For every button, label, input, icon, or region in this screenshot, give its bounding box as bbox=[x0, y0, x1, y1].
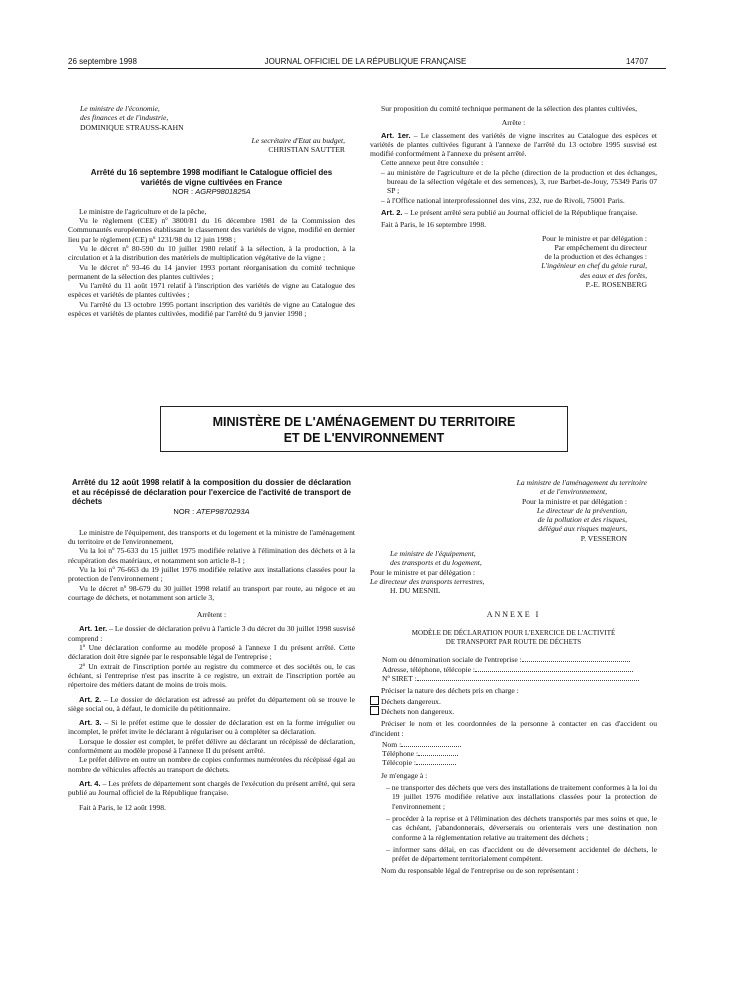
field-label: Télécopie : bbox=[382, 758, 416, 768]
sig-line: Le ministre de l'économie, bbox=[80, 104, 160, 113]
field-label: Adresse, téléphone, télécopie : bbox=[382, 664, 475, 674]
form-field bbox=[382, 758, 657, 767]
field-blank bbox=[418, 755, 458, 756]
field-blank bbox=[475, 671, 633, 672]
form-field bbox=[382, 655, 657, 664]
sig-name: H. DU MESNIL bbox=[390, 586, 441, 596]
paragraph: 1º Une déclaration conforme au modèle proposé à l'annexe I du présent arrêté. Cette déclaration doit être signée par le responsable légal de l'entreprise ; bbox=[68, 643, 355, 662]
list-item: – procéder à la reprise et à l'élimination des déchets transportés par mes soins et que, le cas échéant, j'abandonnerais, déverserais ou orienterais vers une destination non conforme à la réglementation relative au traitement des déchets ; bbox=[386, 813, 657, 842]
ministry-line: ET DE L'ENVIRONNEMENT bbox=[283, 431, 445, 445]
nor-line bbox=[68, 187, 355, 196]
ministry-line: MINISTÈRE DE L'AMÉNAGEMENT DU TERRITOIRE bbox=[212, 415, 516, 429]
signature-budget bbox=[68, 136, 355, 155]
article-label: Art. 1er. bbox=[79, 624, 108, 634]
sig-line: Le secrétaire d'Etat au budget, bbox=[251, 135, 345, 145]
field-label: Nom ou dénomination sociale de l'entreprise : bbox=[382, 655, 522, 665]
sig-line: et de l'environnement, bbox=[540, 487, 607, 497]
article-label: Art. 3. bbox=[79, 718, 102, 728]
sig-line: des transports et du logement, bbox=[390, 558, 482, 568]
paragraph: Vu le règlement (CEE) nº 3800/81 du 16 décembre 1981 de la Commission des Communautés européennes établissant le classement des variétés de vigne, modifié en dernier lieu par le règlement (CE) nº 1231/98 du 12 juin 1998 ; bbox=[68, 216, 355, 244]
field-label: Nom : bbox=[382, 739, 402, 749]
sig-line: Par empêchement du directeur bbox=[554, 242, 647, 252]
paragraph: Vu le décret nº 98-679 du 30 juillet 1998 relatif au transport par route, au négoce et au courtage de déchets, et notamment son article 3, bbox=[68, 583, 355, 602]
article-label: Art. 1er. bbox=[381, 130, 411, 140]
top-left-column bbox=[68, 104, 355, 318]
signature-economy bbox=[68, 104, 355, 132]
paragraph: Nom du responsable légal de l'entreprise ou de son représentant : bbox=[381, 866, 579, 876]
sig-line: de la pollution et des risques, bbox=[537, 515, 627, 525]
identity-fields bbox=[370, 655, 657, 683]
sig-line: L'ingénieur en chef du génie rural, bbox=[541, 261, 647, 271]
article-label: Art. 4. bbox=[79, 778, 101, 788]
article-text: – Le classement des variétés de vigne inscrites au Catalogue des espèces et variétés de plantes cultivées figurant à l'annexe de l'arrêté du 13 octobre 1995 susvisé est modifié conformément à l'annexe du présent arrêté. bbox=[370, 130, 657, 159]
model-title-line: MODÈLE DE DÉCLARATION POUR L'EXERCICE DE L'ACTIVITÉ bbox=[411, 628, 616, 637]
form-field bbox=[382, 674, 657, 683]
article-label: Art. 2. bbox=[381, 207, 403, 217]
sig-line: Pour le ministre et par délégation : bbox=[370, 567, 476, 577]
arrete-title: Arrêté du 12 août 1998 relatif à la composition du dossier de déclaration et au récépissé de déclaration pour l'exercice de l'activité de transport de déchets bbox=[72, 478, 351, 506]
commitments bbox=[370, 783, 657, 863]
checkbox-label: Déchets non dangereux. bbox=[381, 706, 455, 716]
list-item: – ne transporter des déchets que vers des installations de traitement conformes à la loi du 19 juillet 1976 modifiée relative aux installations classées pour la protection de l'environnement ; bbox=[386, 783, 657, 811]
sig-name: DOMINIQUE STRAUSS-KAHN bbox=[80, 122, 184, 132]
field-blank bbox=[522, 661, 630, 662]
arrete-title: Arrêté du 16 septembre 1998 modifiant le Catalogue officiel des variétés de vigne cultivées en France bbox=[90, 168, 333, 187]
paragraph: Vu le décret nº 93-46 du 14 janvier 1993 portant réorganisation du comité technique permanent de la sélection des plantes cultivées ; bbox=[68, 262, 355, 281]
article-text: – Le dossier de déclaration prévu à l'article 3 du décret du 30 juillet 1998 susvisé comprend : bbox=[68, 624, 356, 643]
header-rule bbox=[68, 68, 666, 69]
signature-environment bbox=[370, 478, 657, 543]
arretent-word: Arrêtent : bbox=[196, 610, 227, 620]
article-2 bbox=[370, 208, 657, 217]
article-text: – Les préfets de département sont chargés de l'exécution du présent arrêté, qui sera publié au Journal officiel de la République française. bbox=[68, 778, 355, 798]
paragraph: Cette annexe peut être consultée : bbox=[381, 158, 484, 168]
nor-code: ATEP9870293A bbox=[196, 506, 250, 516]
sig-line: des eaux et des forêts, bbox=[580, 270, 647, 280]
paragraph: Vu la loi nº 76-663 du 19 juillet 1976 modifiée relative aux installations classées pour la protection de l'environnement ; bbox=[68, 564, 355, 584]
nor-label: NOR : bbox=[172, 187, 194, 197]
paragraph: Sur proposition du comité technique permanent de la sélection des plantes cultivées, bbox=[381, 104, 638, 113]
article-4 bbox=[68, 779, 355, 798]
sig-line: délégué aux risques majeurs, bbox=[538, 524, 627, 534]
checkbox-dangerous bbox=[370, 696, 657, 706]
nor-code: AGRP9801825A bbox=[195, 187, 251, 197]
header-date: 26 septembre 1998 bbox=[68, 57, 137, 66]
paragraph: Le préfet délivre en outre un nombre de copies conformes numérotées du récépissé égal au nombre de véhicules affectés au transport de déchets. bbox=[68, 755, 355, 774]
nor-line bbox=[68, 507, 355, 516]
list-item: – à l'Office national interprofessionnel des vins, 232, rue de Rivoli, 75001 Paris. bbox=[381, 195, 625, 205]
article-1 bbox=[370, 131, 657, 159]
top-right-column bbox=[370, 104, 657, 289]
paragraph: Vu l'arrêté du 11 août 1971 relatif à l'inscription des variétés de vigne au Catalogue des espèces et variétés de plantes cultivées ; bbox=[68, 281, 355, 300]
checkbox-icon[interactable] bbox=[370, 696, 379, 705]
paragraph: Vu la loi nº 75-633 du 15 juillet 1975 modifiée relative à l'élimination des déchets et à la récupération des matériaux, et notamment son article 8-1 ; bbox=[68, 546, 355, 565]
field-blank bbox=[417, 680, 639, 681]
fait-a-paris: Fait à Paris, le 12 août 1998. bbox=[79, 802, 166, 812]
form-field bbox=[382, 740, 657, 749]
visa-list bbox=[68, 207, 355, 319]
paragraph: Je m'engage à : bbox=[381, 770, 428, 780]
sig-line: de la production et des échanges : bbox=[544, 252, 647, 262]
model-title-line: DE TRANSPORT PAR ROUTE DE DÉCHETS bbox=[445, 638, 582, 647]
checkbox-icon[interactable] bbox=[370, 706, 379, 715]
article-label: Art. 2. bbox=[79, 694, 102, 704]
article-text: – Le dossier de déclaration est adressé au préfet du département où se trouve le siège social ou, à défaut, le domicile du pétitionnaire. bbox=[68, 694, 355, 713]
fait-a-paris: Fait à Paris, le 16 septembre 1998. bbox=[381, 220, 487, 230]
sig-name: CHRISTIAN SAUTTER bbox=[268, 145, 345, 155]
paragraph: Vu l'arrêté du 13 octobre 1995 portant inscription des variétés de vigne au Catalogue des espèces et variétés de plantes cultivées, modifié par l'arrêté du 9 janvier 1998 ; bbox=[68, 299, 355, 319]
sig-line: Pour le ministre et par délégation : bbox=[541, 233, 647, 243]
paragraph: Préciser la nature des déchets pris en charge : bbox=[381, 686, 519, 696]
field-label: Téléphone : bbox=[382, 749, 419, 759]
article-2 bbox=[68, 695, 355, 714]
arrete-word: Arrête : bbox=[501, 118, 526, 128]
paragraph: 2º Un extrait de l'inscription portée au registre du commerce et des sociétés ou, le cas échéant, si l'entreprise n'est pas inscrite à ce registre, un extrait de l'inscription portée au répertoire des métiers datant de moins de trois mois. bbox=[68, 661, 355, 690]
sig-line: La ministre de l'aménagement du territoire bbox=[516, 478, 647, 487]
signature-equipment bbox=[370, 549, 657, 595]
annexe-title: ANNEXE I bbox=[486, 609, 541, 619]
field-blank bbox=[416, 764, 456, 765]
sig-line: Le directeur de la prévention, bbox=[536, 505, 627, 515]
article-3 bbox=[68, 718, 355, 737]
sig-line: Le ministre de l'équipement, bbox=[390, 549, 476, 559]
ministry-banner bbox=[160, 406, 568, 452]
signature-block bbox=[370, 234, 657, 290]
sig-line: Pour la ministre et par délégation : bbox=[521, 496, 627, 506]
article-text: – Le présent arrêté sera publié au Journal officiel de la République française. bbox=[402, 207, 638, 217]
list-item: – au ministère de l'agriculture et de la pêche (direction de la production et des échanges, bureau de la sélection végétale et des semences), 3, rue Barbet-de-Jouy, 75349 Paris 07 SP ; bbox=[381, 167, 657, 196]
article-text: – Si le préfet estime que le dossier de déclaration est en la forme irrégulier ou incomplet, le préfet invite le déclarant à régulariser ou à compléter sa déclaration. bbox=[68, 718, 355, 737]
sig-name: P. VESSERON bbox=[580, 533, 627, 543]
article-1 bbox=[68, 624, 355, 643]
sig-name: P.-E. ROSENBERG bbox=[585, 280, 647, 290]
paragraph: Le ministre de l'agriculture et de la pêche, bbox=[79, 206, 207, 216]
paragraph: Le ministre de l'équipement, des transports et du logement et la ministre de l'aménagement du territoire et de l'environnement, bbox=[68, 527, 355, 547]
model-title bbox=[370, 629, 657, 648]
journal-title: JOURNAL OFFICIEL DE LA RÉPUBLIQUE FRANÇAISE bbox=[264, 57, 467, 66]
contact-fields bbox=[370, 740, 657, 768]
visa-list bbox=[68, 528, 355, 602]
list-item: – informer sans délai, en cas d'accident ou de déversement accidentel de déchets, le préfet de département territorialement compétent. bbox=[386, 844, 657, 864]
checkbox-label: Déchets dangereux. bbox=[381, 696, 441, 706]
field-blank bbox=[401, 746, 461, 747]
paragraph: Préciser le nom et les coordonnées de la personne à contacter en cas d'accident ou d'incident : bbox=[370, 719, 657, 738]
bottom-left-column bbox=[68, 478, 355, 812]
paragraph: Vu le décret nº 80-590 du 10 juillet 1980 relatif à la sélection, à la production, à la circulation et à la distribution des matériels de multiplication végétative de la vigne ; bbox=[68, 243, 355, 263]
form-field bbox=[382, 749, 657, 758]
paragraph: Lorsque le dossier est complet, le préfet délivre au déclarant un récépissé de déclaration, conformément au modèle proposé à l'annexe II du présent arrêté. bbox=[68, 736, 355, 756]
checkbox-non-dangerous bbox=[370, 706, 657, 716]
nor-label: NOR : bbox=[173, 506, 195, 516]
form-field bbox=[382, 665, 657, 674]
sig-line: Le directeur des transports terrestres, bbox=[370, 576, 485, 586]
field-label: Nº SIRET : bbox=[382, 674, 417, 684]
page-number: 14707 bbox=[626, 57, 649, 66]
sig-line: des finances et de l'industrie, bbox=[80, 113, 169, 123]
bottom-right-column bbox=[370, 478, 657, 876]
